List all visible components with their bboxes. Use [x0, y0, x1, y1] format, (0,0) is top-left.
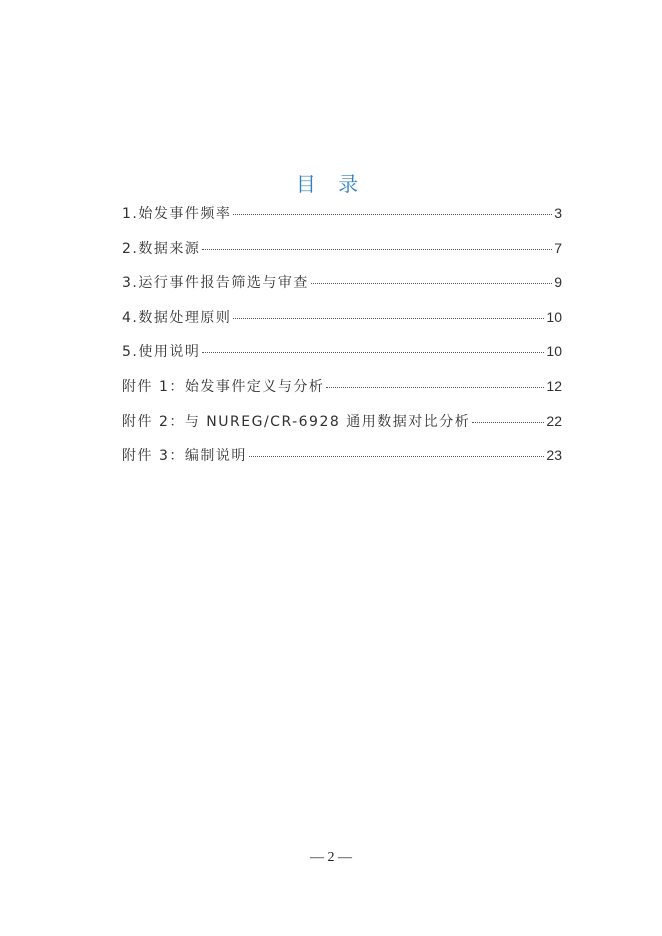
toc-entry[interactable]: [122, 203, 562, 238]
toc-dot-leader: [233, 318, 544, 319]
page-number: — 2 —: [310, 850, 352, 865]
toc-dot-leader: [249, 456, 545, 457]
toc-entry-label: 2.数据来源: [122, 240, 201, 257]
toc-entry[interactable]: [122, 411, 562, 446]
toc-dot-leader: [202, 352, 544, 353]
toc-entry-page: 10: [546, 343, 562, 360]
toc-entry-label: 附件 3：编制说明: [122, 448, 247, 465]
toc-entry-page: 22: [546, 412, 562, 429]
toc-entry-page: 7: [554, 239, 562, 256]
toc-dot-leader: [326, 387, 544, 388]
toc-title: 目 录: [295, 172, 367, 196]
toc-entry-page: 9: [554, 274, 562, 291]
toc-dot-leader: [233, 214, 552, 215]
toc-dot-leader: [472, 422, 544, 423]
toc-entry-label: 1.始发事件频率: [122, 206, 232, 222]
toc-entry[interactable]: [122, 341, 562, 376]
toc-entry-page: 12: [546, 377, 562, 394]
toc-dot-leader: [311, 283, 552, 284]
toc-entry[interactable]: [122, 238, 562, 273]
toc-entry[interactable]: [122, 307, 562, 342]
toc-entry-label: 5.使用说明: [122, 344, 201, 361]
toc-entry-label: 附件 2：与 NUREG/CR-6928 通用数据对比分析: [122, 413, 471, 430]
toc-entry[interactable]: [122, 272, 562, 307]
toc-entry-page: 23: [546, 447, 562, 464]
table-of-contents: [122, 203, 562, 480]
toc-entry-page: 3: [554, 205, 562, 221]
toc-entry-label: 附件 1：始发事件定义与分析: [122, 378, 325, 395]
toc-entry[interactable]: [122, 445, 562, 480]
toc-dot-leader: [202, 249, 552, 250]
toc-entry[interactable]: [122, 376, 562, 411]
toc-entry-page: 10: [546, 308, 562, 325]
toc-entry-label: 4.数据处理原则: [122, 309, 232, 326]
toc-entry-label: 3.运行事件报告筛选与审查: [122, 275, 309, 292]
